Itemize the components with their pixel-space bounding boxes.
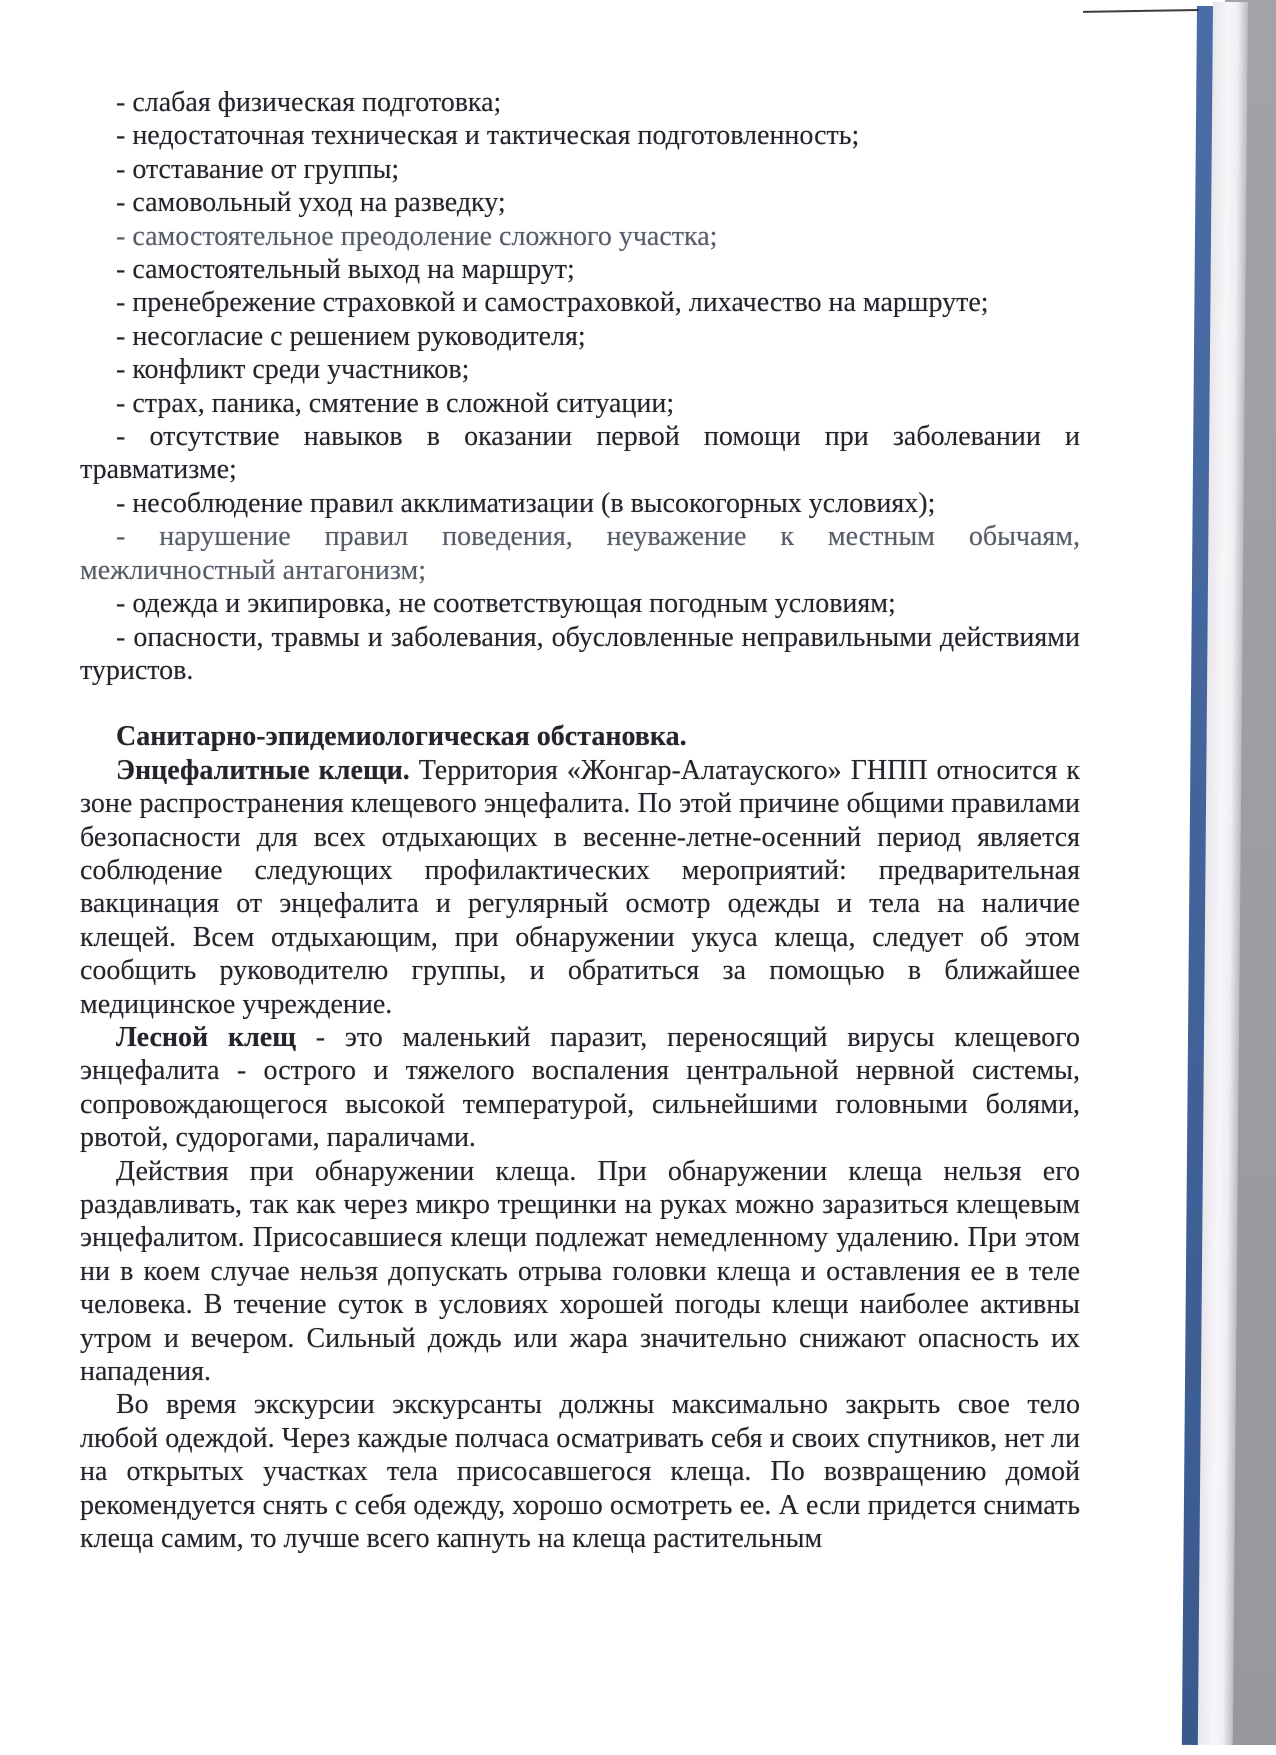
list-item: - отставание от группы; (116, 153, 400, 185)
paragraph (80, 1021, 1080, 1155)
paragraph (80, 1155, 1080, 1389)
paragraph-text: - это маленький паразит, переносящий вирусы клещевого энцефалита - острого и тяжелого воспаления центральной нервной системы, сопровождающегося высокой температурой, сильнейшими головными болями, рвотой, судорогами, параличами. (80, 1021, 1081, 1154)
list-item: - конфликт среди участников; (116, 354, 470, 386)
list-item: - отсутствие навыков в оказании первой помощи при заболевании и травматизме; (80, 421, 1080, 486)
list-item: - слабая физическая подготовка; (116, 87, 502, 118)
list-item: - несогласие с решением руководителя; (116, 320, 586, 352)
paragraph-text: Во время экскурсии экскурсанты должны максимально закрыть свое тело любой одеждой. Через каждые полчаса осматривать себя и своих спутников, нет ли на открытых участках тела присосавшегося клеща. По возвращению домой рекомендуется снять с себя одежду, хорошо осмотреть ее. А если придется снимать клеща самим, то лучше всего капнуть на клеща растительным (80, 1389, 1080, 1555)
paragraph (80, 1388, 1080, 1555)
list-item: - опасности, травмы и заболевания, обусловленные неправильными действиями туристов. (80, 621, 1080, 686)
list-item: - самостоятельное преодоление сложного участка; (116, 220, 718, 252)
list-item: - страх, паника, смятение в сложной ситуации; (116, 387, 675, 419)
list-item: - нарушение правил поведения, неуважение к местным обычаям, межличностный антагонизм; (80, 521, 1080, 586)
list-item: - самостоятельный выход на маршрут; (116, 254, 575, 286)
paragraph-lead: Лесной клещ (116, 1021, 296, 1053)
list-item: - несоблюдение правил акклиматизации (в высокогорных условиях); (116, 487, 936, 519)
paragraph-text: Действия при обнаружении клеща. При обнаружении клеща нельзя его раздавливать, так как через микро трещинки на руках можно заразиться клещевым энцефалитом. Присосавшиеся клещи подлежат немедленному удалению. При этом ни в коем случае нельзя допускать отрыва головки клеща и оставления ее в теле человека. В течение суток в условиях хорошей погоды клещи наиболее активны утром и вечером. Сильный дождь или жара значительно снижают опасность их нападения. (80, 1155, 1080, 1388)
list-item: - пренебрежение страховкой и самостраховкой, лихачество на маршруте; (116, 287, 989, 319)
paragraph-text: Территория «Жонгар-Алатауского» ГНПП относится к зоне распространения клещевого энцефалита. По этой причине общими правилами безопасности для всех отдыхающих в весенне-летне-осенний период является соблюдение следующих профилактических мероприятий: предварительная вакцинация от энцефалита и регулярный осмотр одежды и тела на наличие клещей. Всем отдыхающим, при обнаружении укуса клеща, следует об этом сообщить руководителю группы, и обратиться за помощью в ближайшее медицинское учреждение. (80, 754, 1081, 1020)
paragraph (80, 754, 1080, 1021)
text-block (80, 86, 1080, 1555)
section-heading: Санитарно-эпидемиологическая обстановка. (116, 721, 687, 753)
list-item: - одежда и экипировка, не соответствующая погодным условиям; (116, 588, 896, 620)
scan-artifact-line (1083, 9, 1199, 13)
list-item: - недостаточная техническая и тактическая подготовленность; (116, 120, 860, 152)
list-item: - самовольный уход на разведку; (116, 187, 506, 219)
paragraph-lead: Энцефалитные клещи. (116, 754, 410, 786)
